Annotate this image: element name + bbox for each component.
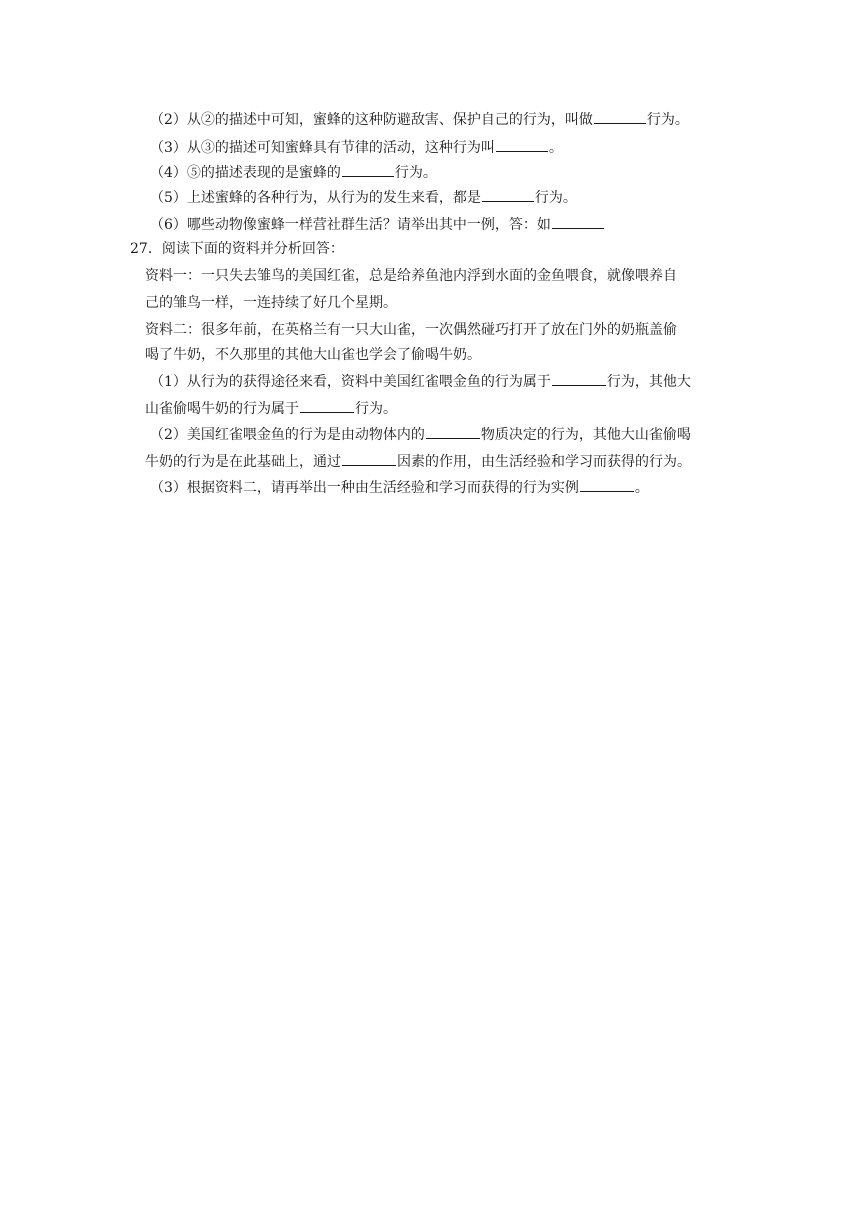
answer-blank[interactable] bbox=[482, 186, 534, 202]
q27-sub2-text2: 牛奶的行为是在此基础上，通过 bbox=[145, 454, 341, 470]
answer-blank[interactable] bbox=[426, 423, 480, 439]
answer-blank[interactable] bbox=[552, 370, 606, 386]
q27-sub1-mid: 行为，其他大 bbox=[606, 374, 691, 390]
answer-blank[interactable] bbox=[342, 161, 394, 177]
q26-sub5 bbox=[150, 186, 577, 206]
q27-sub3-suffix: 。 bbox=[634, 480, 649, 496]
q27-sub2-line1 bbox=[150, 423, 691, 443]
q27-sub1-suffix: 行为。 bbox=[355, 401, 397, 417]
answer-blank[interactable] bbox=[580, 476, 634, 492]
q27-sub3 bbox=[150, 476, 649, 496]
answer-blank[interactable] bbox=[594, 108, 646, 124]
q27-sub2-text: （2）美国红雀喂金鱼的行为是由动物体内的 bbox=[150, 427, 425, 443]
q27-material1-line1: 资料一：一只失去雏鸟的美国红雀，总是给养鱼池内浮到水面的金鱼喂食，就像喂养自 bbox=[145, 268, 677, 284]
q27-sub2-line2 bbox=[145, 450, 691, 470]
q26-sub3-suffix: 。 bbox=[548, 140, 563, 156]
q27-stem: 27．阅读下面的资料并分析回答： bbox=[130, 241, 344, 257]
q27-material1-line2: 己的雏鸟一样，一连持续了好几个星期。 bbox=[145, 295, 397, 311]
answer-blank[interactable] bbox=[300, 397, 354, 413]
q27-material2-line2: 喝了牛奶，不久那里的其他大山雀也学会了偷喝牛奶。 bbox=[145, 347, 481, 363]
q26-sub5-text: （5）上述蜜蜂的各种行为，从行为的发生来看，都是 bbox=[150, 190, 481, 206]
q27-sub3-text: （3）根据资料二，请再举出一种由生活经验和学习而获得的行为实例 bbox=[150, 480, 579, 496]
q26-sub2-suffix: 行为。 bbox=[646, 112, 689, 128]
q26-sub4-suffix: 行为。 bbox=[394, 165, 437, 181]
answer-blank[interactable] bbox=[496, 136, 548, 152]
q27-material2-line1: 资料二：很多年前，在英格兰有一只大山雀，一次偶然碰巧打开了放在门外的奶瓶盖偷 bbox=[145, 322, 677, 338]
q26-sub4-text: （4）⑤的描述表现的是蜜蜂的 bbox=[150, 165, 341, 181]
answer-blank[interactable] bbox=[342, 450, 396, 466]
q26-sub4 bbox=[150, 161, 437, 181]
q26-sub6 bbox=[150, 213, 605, 233]
q27-sub1-line1 bbox=[150, 370, 691, 390]
q26-sub2 bbox=[150, 108, 689, 128]
q27-sub2-mid: 物质决定的行为，其他大山雀偷喝 bbox=[480, 427, 691, 443]
q27-sub1-line2 bbox=[145, 397, 397, 417]
q27-sub1-text2: 山雀偷喝牛奶的行为属于 bbox=[145, 401, 299, 417]
q26-sub6-text: （6）哪些动物像蜜蜂一样营社群生活？请举出其中一例，答：如 bbox=[150, 217, 551, 233]
q26-sub2-text: （2）从②的描述中可知，蜜蜂的这种防避敌害、保护自己的行为，叫做 bbox=[150, 112, 593, 128]
q27-sub2-suffix: 因素的作用，由生活经验和学习而获得的行为。 bbox=[397, 454, 691, 470]
answer-blank[interactable] bbox=[552, 213, 604, 229]
q26-sub5-suffix: 行为。 bbox=[534, 190, 577, 206]
q26-sub3 bbox=[150, 136, 563, 156]
q26-sub3-text: （3）从③的描述可知蜜蜂具有节律的活动，这种行为叫 bbox=[150, 140, 495, 156]
q27-sub1-text: （1）从行为的获得途径来看，资料中美国红雀喂金鱼的行为属于 bbox=[150, 374, 551, 390]
